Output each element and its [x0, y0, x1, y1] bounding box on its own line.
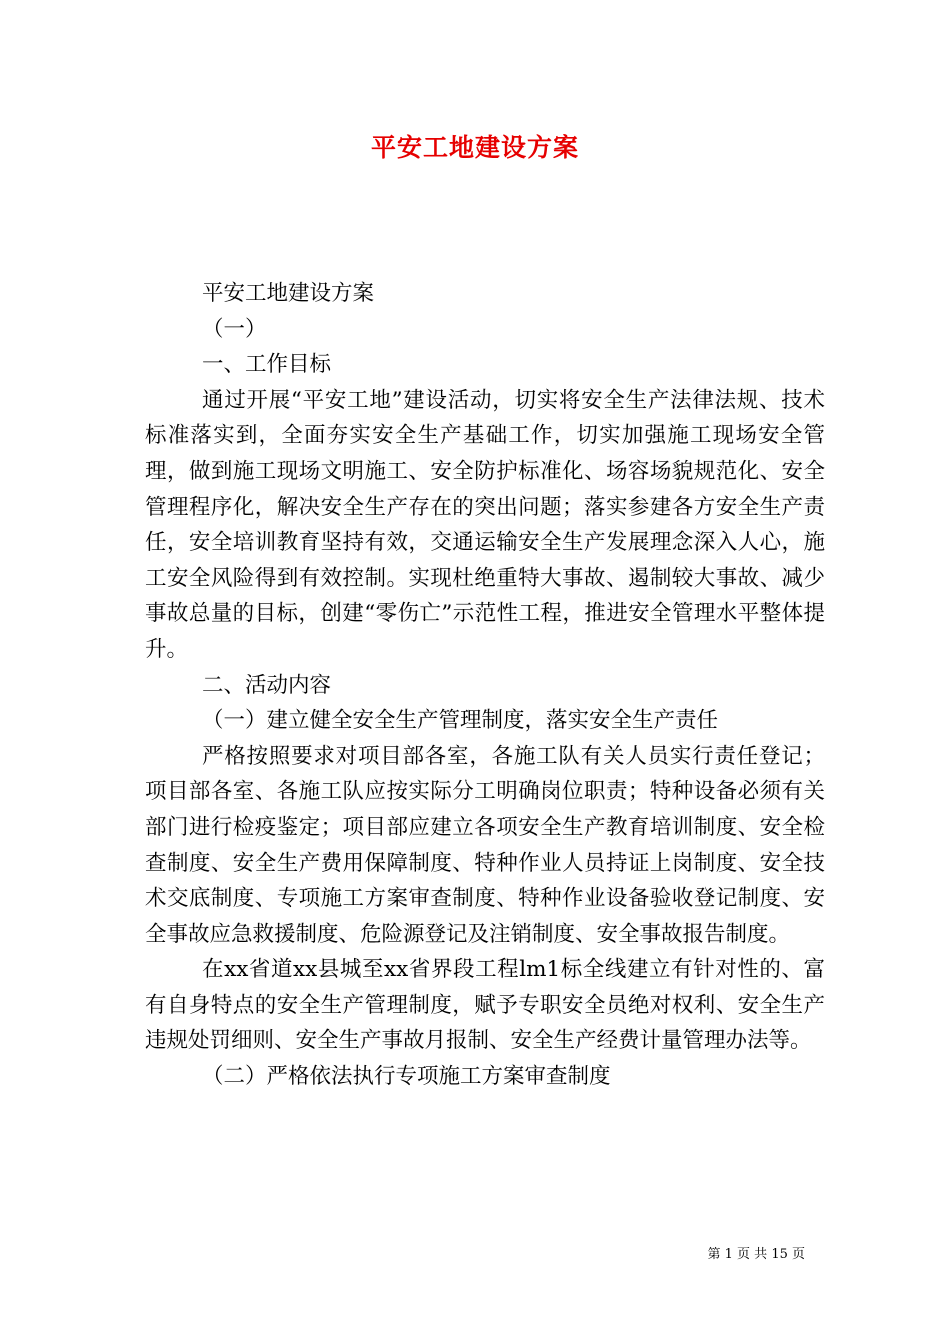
management-system-paragraph: 在xx省道xx县城至xx省界段工程lm1标全线建立有针对性的、富有自身特点的安全生产管理制度，赋予专职安全员绝对权利、安全生产违规处罚细则、安全生产事故月报制、安全生产经费计量管理办法等。: [145, 957, 825, 1054]
document-body: [145, 276, 825, 1095]
subheading-safety-system: （一）建立健全安全生产管理制度，落实安全生产责任: [202, 708, 719, 734]
heading-activity-content: 二、活动内容: [202, 672, 332, 698]
responsibility-paragraph: 严格按照要求对项目部各室，各施工队有关人员实行责任登记；项目部各室、各施工队应按实际分工明确岗位职责；特种设备必须有关部门进行检疫鉴定；项目部应建立各项安全生产教育培训制度、安全检查制度、安全生产费用保障制度、特种作业人员持证上岗制度、安全技术交底制度、专项施工方案审查制度、特种作业设备验收登记制度、安全事故应急救援制度、危险源登记及注销制度、安全事故报告制度。: [145, 743, 825, 947]
subtitle-paragraph: 平安工地建设方案: [202, 281, 375, 306]
document-title: 平安工地建设方案: [370, 133, 579, 162]
heading-work-goals: 一、工作目标: [202, 352, 332, 378]
section-number-paragraph: （一）: [202, 316, 267, 342]
page-number: 第 1 页 共 15 页: [707, 1247, 805, 1262]
subheading-plan-review: （二）严格依法执行专项施工方案审查制度: [202, 1064, 611, 1090]
goals-paragraph: 通过开展“平安工地”建设活动，切实将安全生产法律法规、技术标准落实到，全面夯实安全生产基础工作，切实加强施工现场安全管理，做到施工现场文明施工、安全防护标准化、场容场貌规范化、安全管理程序化，解决安全生产存在的突出问题；落实参建各方安全生产责任，安全培训教育坚持有效，交通运输安全生产发展理念深入人心，施工安全风险得到有效控制。实现杜绝重特大事故、遏制较大事故、减少事故总量的目标，创建“零伤亡”示范性工程，推进安全管理水平整体提升。: [145, 387, 825, 662]
